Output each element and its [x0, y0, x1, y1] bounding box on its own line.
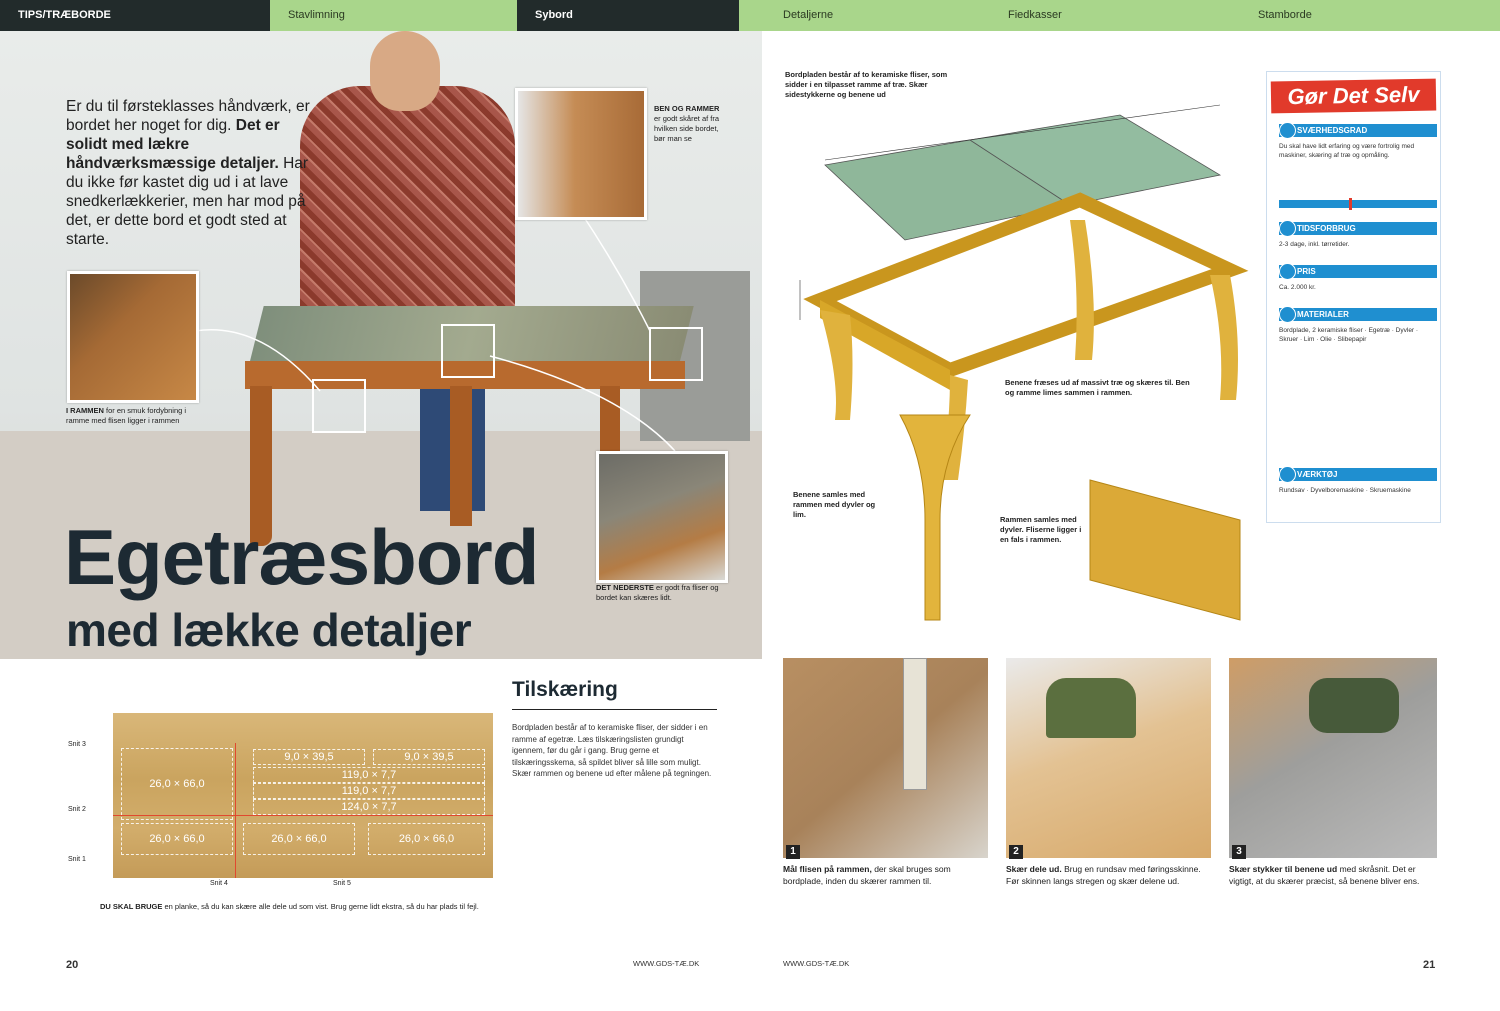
- nav-item-stavlimning[interactable]: Stavlimning: [288, 9, 345, 21]
- cutting-plank: [113, 713, 493, 878]
- title-rule: [512, 709, 717, 710]
- step-number: 2: [1009, 845, 1023, 859]
- step-photo-1: [783, 658, 988, 858]
- nav-item-detaljer[interactable]: Detaljerne: [783, 9, 834, 21]
- nav-item-sybord[interactable]: Sybord: [517, 0, 739, 31]
- footer-site-right: WWW.GDS-TÆ.DK: [783, 959, 850, 968]
- circular-saw-icon: [1046, 678, 1136, 738]
- cut-piece: 119,0 × 7,7: [253, 767, 485, 783]
- nav-item-stamborde[interactable]: Stamborde: [1258, 9, 1312, 21]
- cut-piece: 9,0 × 39,5: [373, 749, 485, 765]
- cut-piece: 26,0 × 66,0: [121, 748, 233, 820]
- gds-section-text: 2-3 dage, inkl. tørretider.: [1279, 241, 1350, 248]
- section-nav: [0, 0, 1500, 31]
- inset-corner-photo: [67, 271, 199, 403]
- step-number: 3: [1232, 845, 1246, 859]
- cut-piece: 26,0 × 66,0: [121, 823, 233, 855]
- gds-section-text: Ca. 2.000 kr.: [1279, 284, 1316, 291]
- clock-icon: [1279, 220, 1296, 237]
- caption-top: BEN OG RAMMER er godt skåret af fra hvilken side bordet, bør man se: [654, 104, 720, 143]
- difficulty-bar: [1279, 200, 1437, 208]
- circular-saw-icon: [1309, 678, 1399, 733]
- ruler-icon: [903, 658, 927, 790]
- cut-line: [235, 743, 236, 878]
- cut-piece: 9,0 × 39,5: [253, 749, 365, 765]
- diagram-note-mid: Benene fræses ud af massivt træ og skæres til. Ben og ramme limes sammen i rammen.: [1005, 378, 1190, 397]
- nav-item-tips[interactable]: TIPS/TRÆBORDE: [0, 0, 270, 31]
- inset-top-photo: [515, 88, 647, 220]
- footer-site-left: WWW.GDS-TÆ.DK: [633, 959, 700, 968]
- difficulty-icon: [1279, 122, 1296, 139]
- diagram-note-top: Bordpladen består af to keramiske fliser, som sidder i en tilpasset ramme af træ. Skær sidestykkerne og benene ud: [785, 70, 948, 99]
- gds-title: Gør Det Selv: [1271, 79, 1437, 114]
- intro-text: Er du til førsteklasses håndværk, er bordet her noget for dig. Det er solidt med lækre håndværksmæssige detaljer. Har du ikke før kastet dig ud i at lave snedkerlækkerier, men har mod på det, er dette bord et godt sted at starte.: [66, 98, 310, 248]
- footer-right: 21: [1423, 959, 1436, 971]
- gds-section-head: SVÆRHEDSGRAD: [1279, 124, 1437, 137]
- diagram-note-left: Benene samles med rammen med dyvler og lim.: [793, 490, 876, 519]
- gds-section-text: Rundsav · Dyvelboremaskine · Skruemaskine: [1279, 487, 1411, 494]
- step-photo-2: [1006, 658, 1211, 858]
- plank-label: Snit 5: [333, 880, 351, 887]
- cut-piece: 26,0 × 66,0: [368, 823, 485, 855]
- gds-section-head: VÆRKTØJ: [1279, 468, 1437, 481]
- step-text-1: Mål flisen på rammen, der skal bruges som bordplade, inden du skærer rammen til.: [783, 864, 951, 886]
- plank-caption: DU SKAL BRUGE en planke, så du kan skære alle dele ud som vist. Brug gerne lidt ekstra, så du har plads til fejl.: [100, 902, 479, 911]
- footer-left: 20: [66, 959, 79, 971]
- difficulty-marker: [1349, 198, 1352, 210]
- gds-section-text: Du skal have lidt erfaring og være fortrolig med maskiner, skæring af træ og opmåling.: [1279, 143, 1415, 159]
- exploded-diagram: [780, 60, 1250, 650]
- plank-label: Snit 1: [68, 856, 86, 863]
- tools-icon: [1279, 466, 1296, 483]
- caption-corner: I RAMMEN for en smuk fordybning i ramme med flisen ligger i rammen: [66, 406, 187, 425]
- gds-section-head: PRIS: [1279, 265, 1437, 278]
- plank-label: Snit 2: [68, 806, 86, 813]
- cut-piece: 26,0 × 66,0: [243, 823, 355, 855]
- plank-label: Snit 3: [68, 741, 86, 748]
- hero-photo: [0, 31, 762, 659]
- section-title: Tilskæring: [512, 678, 618, 701]
- step-number: 1: [786, 845, 800, 859]
- price-icon: [1279, 263, 1296, 280]
- gds-section-head: TIDSFORBRUG: [1279, 222, 1437, 235]
- cut-piece: 119,0 × 7,7: [253, 783, 485, 799]
- step-text-3: Skær stykker til benene ud med skråsnit. Det er vigtigt, at du skærer præcist, så benene bliver ens.: [1229, 864, 1420, 886]
- gds-section-text: Bordplade, 2 keramiske fliser · Egetræ · Dyvler · Skruer · Lim · Olie · Slibepapir: [1279, 327, 1419, 343]
- cut-piece: 124,0 × 7,7: [253, 799, 485, 815]
- gds-section-head: MATERIALER: [1279, 308, 1437, 321]
- nav-item-fiedkasser[interactable]: Fiedkasser: [1008, 9, 1062, 21]
- subheadline: med lække detaljer: [66, 604, 472, 656]
- cut-line: [113, 815, 493, 816]
- gds-infobox: [1266, 71, 1441, 523]
- step-text-2: Skær dele ud. Brug en rundsav med føringsskinne. Før skinnen langs stregen og skær delene ud.: [1006, 864, 1201, 886]
- caption-bottom: DET NEDERSTE er godt fra fliser og bordet kan skæres lidt.: [596, 583, 719, 602]
- tilskaering-text: Bordpladen består af to keramiske fliser, der sidder i en ramme af egetræ. Læs tilskæringslisten grundigt igennem, før du går i gang. Brug gerne et tilskæringsskema, så spildet bliver så lille som muligt. Skær rammen og benene ud efter målene på tegningen.: [512, 723, 712, 778]
- diagram-note-right: Rammen samles med dyvler. Fliserne ligger i en fals i rammen.: [1000, 515, 1082, 544]
- inset-bottom-photo: [596, 451, 728, 583]
- step-photo-3: [1229, 658, 1437, 858]
- materials-icon: [1279, 306, 1296, 323]
- plank-label: Snit 4: [210, 880, 228, 887]
- headline: Egetræsbord: [64, 513, 539, 601]
